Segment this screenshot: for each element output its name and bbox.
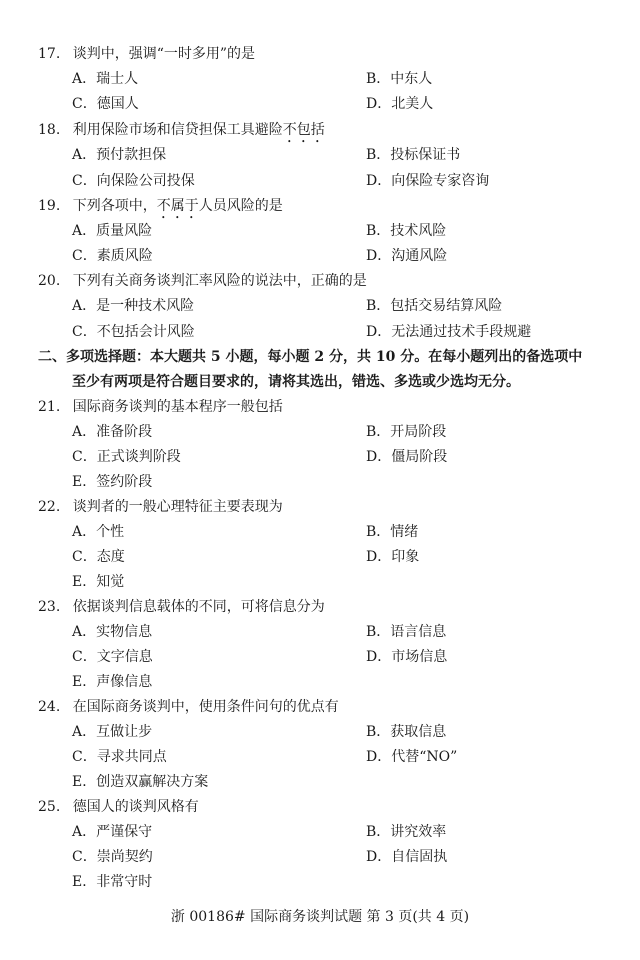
option-b[interactable] xyxy=(366,70,432,88)
emphasis-text: 不属于 xyxy=(156,198,199,214)
option-letter: B． xyxy=(366,298,391,314)
option-d[interactable] xyxy=(366,247,447,265)
option-letter: D． xyxy=(366,248,392,264)
option-letter: C． xyxy=(72,749,97,765)
option-letter: C． xyxy=(72,449,97,465)
option-b[interactable] xyxy=(366,146,460,164)
option-text: 投标保证书 xyxy=(390,147,461,163)
question-23 xyxy=(38,598,325,616)
option-letter: B． xyxy=(366,223,391,239)
question-text-part: 利用保险市场和信贷担保工具避险 xyxy=(72,122,283,138)
option-c[interactable] xyxy=(72,247,153,265)
option-text: 准备阶段 xyxy=(96,424,153,440)
question-text: 下列有关商务谈判汇率风险的说法中，正确的是 xyxy=(72,273,367,289)
emphasis-text: 不包括 xyxy=(282,122,325,138)
option-text: 向保险专家咨询 xyxy=(391,173,490,189)
question-text: 依据谈判信息载体的不同，可将信息分为 xyxy=(72,599,325,615)
option-a[interactable] xyxy=(72,70,138,88)
option-letter: A． xyxy=(72,624,97,640)
question-22 xyxy=(38,498,283,516)
option-letter: A． xyxy=(72,724,97,740)
option-a[interactable] xyxy=(72,222,152,240)
option-c[interactable] xyxy=(72,95,139,113)
option-e[interactable] xyxy=(72,573,124,591)
option-text: 情绪 xyxy=(390,524,419,540)
option-d[interactable] xyxy=(366,848,447,866)
option-d[interactable] xyxy=(366,548,419,566)
question-number: 24. xyxy=(38,699,61,715)
question-text: 德国人的谈判风格有 xyxy=(72,799,199,815)
option-d[interactable] xyxy=(366,448,447,466)
question-text-part: 下列各项中， xyxy=(72,198,157,214)
option-letter: D． xyxy=(366,749,392,765)
option-letter: B． xyxy=(366,724,391,740)
question-text xyxy=(73,198,283,214)
option-c[interactable] xyxy=(72,323,195,341)
option-c[interactable] xyxy=(72,448,181,466)
option-text: 个性 xyxy=(96,524,125,540)
option-a[interactable] xyxy=(72,297,194,315)
option-text: 自信固执 xyxy=(391,849,448,865)
option-b[interactable] xyxy=(366,523,418,541)
question-number: 17. xyxy=(38,46,61,62)
option-text: 获取信息 xyxy=(390,724,447,740)
option-text: 代替“NO” xyxy=(391,749,458,765)
option-text: 市场信息 xyxy=(391,649,448,665)
option-letter: A． xyxy=(72,424,97,440)
option-text: 素质风险 xyxy=(96,248,153,264)
section-instructions: 至少有两项是符合题目要求的，请将其选出，错选、多选或少选均无分。 xyxy=(72,374,520,390)
option-text: 知觉 xyxy=(96,574,125,590)
option-text: 实物信息 xyxy=(96,624,153,640)
question-20 xyxy=(38,272,367,290)
option-d[interactable] xyxy=(366,95,433,113)
option-text: 德国人 xyxy=(96,96,139,112)
option-text: 质量风险 xyxy=(96,223,153,239)
option-text: 中东人 xyxy=(390,71,433,87)
option-letter: D． xyxy=(366,324,392,340)
option-c[interactable] xyxy=(72,748,167,766)
option-text: 签约阶段 xyxy=(96,474,153,490)
question-text: 谈判中，强调“一时多用”的是 xyxy=(72,46,256,62)
option-d[interactable] xyxy=(366,323,531,341)
option-text: 技术风险 xyxy=(390,223,447,239)
option-text: 态度 xyxy=(96,549,125,565)
option-letter: A． xyxy=(72,298,97,314)
option-letter: E． xyxy=(72,874,97,890)
section-heading: 二、多项选择题：本大题共 5 小题，每小题 2 分，共 10 分。在每小题列出的备选项中 xyxy=(38,349,583,365)
option-letter: E． xyxy=(72,574,97,590)
option-b[interactable] xyxy=(366,297,502,315)
option-text: 开局阶段 xyxy=(390,424,447,440)
option-letter: C． xyxy=(72,324,97,340)
option-text: 声像信息 xyxy=(96,674,153,690)
option-letter: D． xyxy=(366,849,392,865)
option-letter: A． xyxy=(72,824,97,840)
option-letter: B． xyxy=(366,147,391,163)
option-e[interactable] xyxy=(72,773,208,791)
option-text: 不包括会计风险 xyxy=(96,324,195,340)
question-number: 19. xyxy=(38,198,61,214)
option-letter: E． xyxy=(72,674,97,690)
question-text: 谈判者的一般心理特征主要表现为 xyxy=(72,499,283,515)
option-e[interactable] xyxy=(72,673,152,691)
option-d[interactable] xyxy=(366,172,489,190)
option-text: 北美人 xyxy=(391,96,434,112)
option-letter: B． xyxy=(366,424,391,440)
question-text: 在国际商务谈判中，使用条件问句的优点有 xyxy=(72,699,339,715)
option-text: 僵局阶段 xyxy=(391,449,448,465)
option-b[interactable] xyxy=(366,823,446,841)
page-footer: 浙 00186# 国际商务谈判试题 第 3 页(共 4 页) xyxy=(170,909,470,925)
option-text: 瑞士人 xyxy=(96,71,139,87)
option-a[interactable] xyxy=(72,423,152,441)
option-text: 崇尚契约 xyxy=(96,849,153,865)
option-text: 讲究效率 xyxy=(390,824,447,840)
question-25 xyxy=(38,798,199,816)
question-number: 18. xyxy=(38,122,61,138)
option-letter: C． xyxy=(72,849,97,865)
question-number: 23. xyxy=(38,599,61,615)
option-letter: D． xyxy=(366,173,392,189)
option-text: 文字信息 xyxy=(96,649,153,665)
option-b[interactable] xyxy=(366,623,446,641)
question-text-part: 人员风险的是 xyxy=(198,198,283,214)
question-17 xyxy=(38,45,255,63)
option-text: 是一种技术风险 xyxy=(96,298,195,314)
option-c[interactable] xyxy=(72,848,153,866)
option-c[interactable] xyxy=(72,548,125,566)
option-e[interactable] xyxy=(72,873,152,891)
option-text: 严谨保守 xyxy=(96,824,153,840)
option-letter: D． xyxy=(366,96,392,112)
option-b[interactable] xyxy=(366,723,446,741)
option-letter: B． xyxy=(366,71,391,87)
option-letter: D． xyxy=(366,649,392,665)
option-text: 非常守时 xyxy=(96,874,153,890)
option-a[interactable] xyxy=(72,823,152,841)
option-letter: B． xyxy=(366,524,391,540)
option-a[interactable] xyxy=(72,623,152,641)
option-d[interactable] xyxy=(366,748,457,766)
option-text: 沟通风险 xyxy=(391,248,448,264)
option-text: 创造双赢解决方案 xyxy=(96,774,209,790)
question-21 xyxy=(38,398,283,416)
option-text: 正式谈判阶段 xyxy=(96,449,181,465)
question-number: 21. xyxy=(38,399,61,415)
question-24 xyxy=(38,698,339,716)
option-c[interactable] xyxy=(72,648,153,666)
option-letter: E． xyxy=(72,474,97,490)
option-letter: B． xyxy=(366,624,391,640)
option-letter: A． xyxy=(72,71,97,87)
option-letter: C． xyxy=(72,173,97,189)
question-number: 22. xyxy=(38,499,61,515)
option-letter: A． xyxy=(72,147,97,163)
question-text xyxy=(73,122,325,138)
option-letter: E． xyxy=(72,774,97,790)
option-b[interactable] xyxy=(366,222,446,240)
option-letter: C． xyxy=(72,248,97,264)
option-letter: D． xyxy=(366,549,392,565)
option-text: 包括交易结算风险 xyxy=(390,298,503,314)
option-a[interactable] xyxy=(72,146,166,164)
option-a[interactable] xyxy=(72,723,152,741)
option-letter: C． xyxy=(72,549,97,565)
option-text: 向保险公司投保 xyxy=(96,173,195,189)
question-19 xyxy=(38,197,283,222)
option-letter: A． xyxy=(72,223,97,239)
option-c[interactable] xyxy=(72,172,195,190)
option-text: 印象 xyxy=(391,549,420,565)
option-text: 互做让步 xyxy=(96,724,153,740)
option-text: 预付款担保 xyxy=(96,147,167,163)
option-letter: D． xyxy=(366,449,392,465)
option-e[interactable] xyxy=(72,473,152,491)
option-letter: C． xyxy=(72,649,97,665)
option-text: 无法通过技术手段规避 xyxy=(391,324,532,340)
option-letter: A． xyxy=(72,524,97,540)
option-a[interactable] xyxy=(72,523,124,541)
option-text: 寻求共同点 xyxy=(96,749,167,765)
question-18 xyxy=(38,121,325,146)
option-letter: C． xyxy=(72,96,97,112)
question-number: 20. xyxy=(38,273,61,289)
option-letter: B． xyxy=(366,824,391,840)
question-number: 25. xyxy=(38,799,61,815)
option-text: 语言信息 xyxy=(390,624,447,640)
option-d[interactable] xyxy=(366,648,447,666)
question-text: 国际商务谈判的基本程序一般包括 xyxy=(72,399,283,415)
option-b[interactable] xyxy=(366,423,446,441)
